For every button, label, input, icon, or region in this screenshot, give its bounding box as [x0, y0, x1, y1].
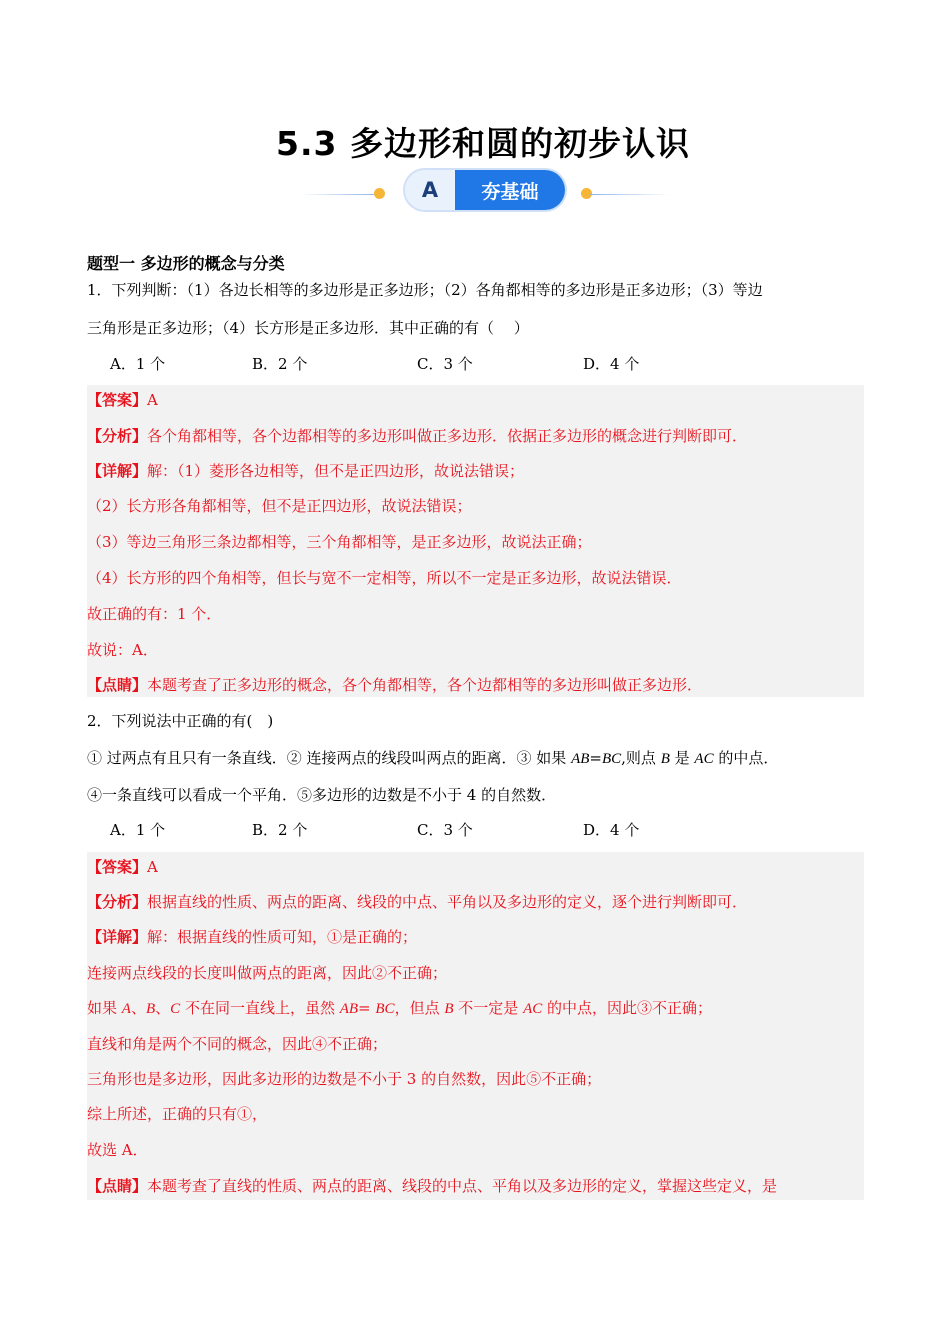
q2-detail-line: 连接两点线段的长度叫做两点的距离，因此②不正确； [87, 964, 448, 982]
badge-text: 夯基础 [455, 170, 565, 210]
q1-detail-line: 故说：A． [87, 641, 158, 659]
q2-comment: 【点睛】本题考查了直线的性质、两点的距离、线段的中点、平角以及多边形的定义，掌握这些定义，是 [87, 1177, 778, 1195]
q1-detail-line: （2）长方形各角都相等，但不是正四边形，故说法错误； [87, 497, 472, 515]
q2-detail-line: 直线和角是两个不同的概念，因此④不正确； [87, 1035, 388, 1053]
level-badge [405, 170, 565, 210]
q1-answer: 【答案】A [87, 391, 158, 409]
q1-option-b: B．2 个 [252, 355, 308, 373]
q2-detail-line: 故选 A． [87, 1141, 148, 1159]
q2-text-line1: 2．下列说法中正确的有( ) [87, 712, 274, 730]
q1-detail-line: 故正确的有：1 个． [87, 605, 222, 623]
q2-option-c: C．3 个 [417, 821, 473, 839]
q2-text-line2: ① 过两点有且只有一条直线．② 连接两点的线段叫两点的距离．③ 如果 AB=BC,则点 B 是 AC 的中点． [87, 749, 779, 767]
q1-option-c: C．3 个 [417, 355, 473, 373]
q2-text-line3: ④一条直线可以看成一个平角．⑤多边形的边数是不小于 4 的自然数． [87, 786, 557, 804]
q2-detail-line: 如果 A、B、C 不在同一直线上，虽然 AB= BC，但点 B 不一定是 AC 的中点，因此③不正确； [87, 999, 713, 1017]
q1-analysis: 【分析】各个角都相等，各个边都相等的多边形叫做正多边形．依据正多边形的概念进行判断即可． [87, 427, 748, 445]
q1-detail: 【详解】解：（1）菱形各边相等，但不是正四边形，故说法错误； [87, 462, 525, 480]
section-heading: 题型一 多边形的概念与分类 [87, 254, 285, 273]
badge-left-line [300, 194, 376, 195]
q2-detail: 【详解】解：根据直线的性质可知，①是正确的； [87, 928, 418, 946]
q2-analysis: 【分析】根据直线的性质、两点的距离、线段的中点、平角以及多边形的定义，逐个进行判断即可． [87, 893, 748, 911]
q1-option-a: A．1 个 [110, 355, 166, 373]
q2-option-b: B．2 个 [252, 821, 308, 839]
q2-option-d: D．4 个 [583, 821, 640, 839]
q2-answer: 【答案】A [87, 858, 158, 876]
badge-left-dot [374, 188, 385, 199]
section-badge-banner [0, 168, 950, 214]
q2-detail-line: 三角形也是多边形，因此多边形的边数是不小于 3 的自然数，因此⑤不正确； [87, 1070, 602, 1088]
badge-letter: A [405, 170, 455, 210]
page-title: 5.3 多边形和圆的初步认识 [276, 124, 690, 163]
badge-right-line [590, 194, 670, 195]
q1-option-d: D．4 个 [583, 355, 640, 373]
q2-option-a: A．1 个 [110, 821, 166, 839]
q2-detail-line: 综上所述，正确的只有①， [87, 1105, 268, 1123]
q1-text-line1: 1．下列判断：（1）各边长相等的多边形是正多边形；（2）各角都相等的多边形是正多边形；（3）等边 [87, 281, 763, 299]
q1-text-line2: 三角形是正多边形；（4）长方形是正多边形．其中正确的有（ ） [87, 319, 529, 337]
q1-detail-line: （4）长方形的四个角相等，但长与宽不一定相等，所以不一定是正多边形，故说法错误． [87, 569, 682, 587]
q1-comment: 【点睛】本题考查了正多边形的概念，各个角都相等，各个边都相等的多边形叫做正多边形． [87, 676, 703, 694]
q1-detail-line: （3）等边三角形三条边都相等，三个角都相等，是正多边形，故说法正确； [87, 533, 592, 551]
